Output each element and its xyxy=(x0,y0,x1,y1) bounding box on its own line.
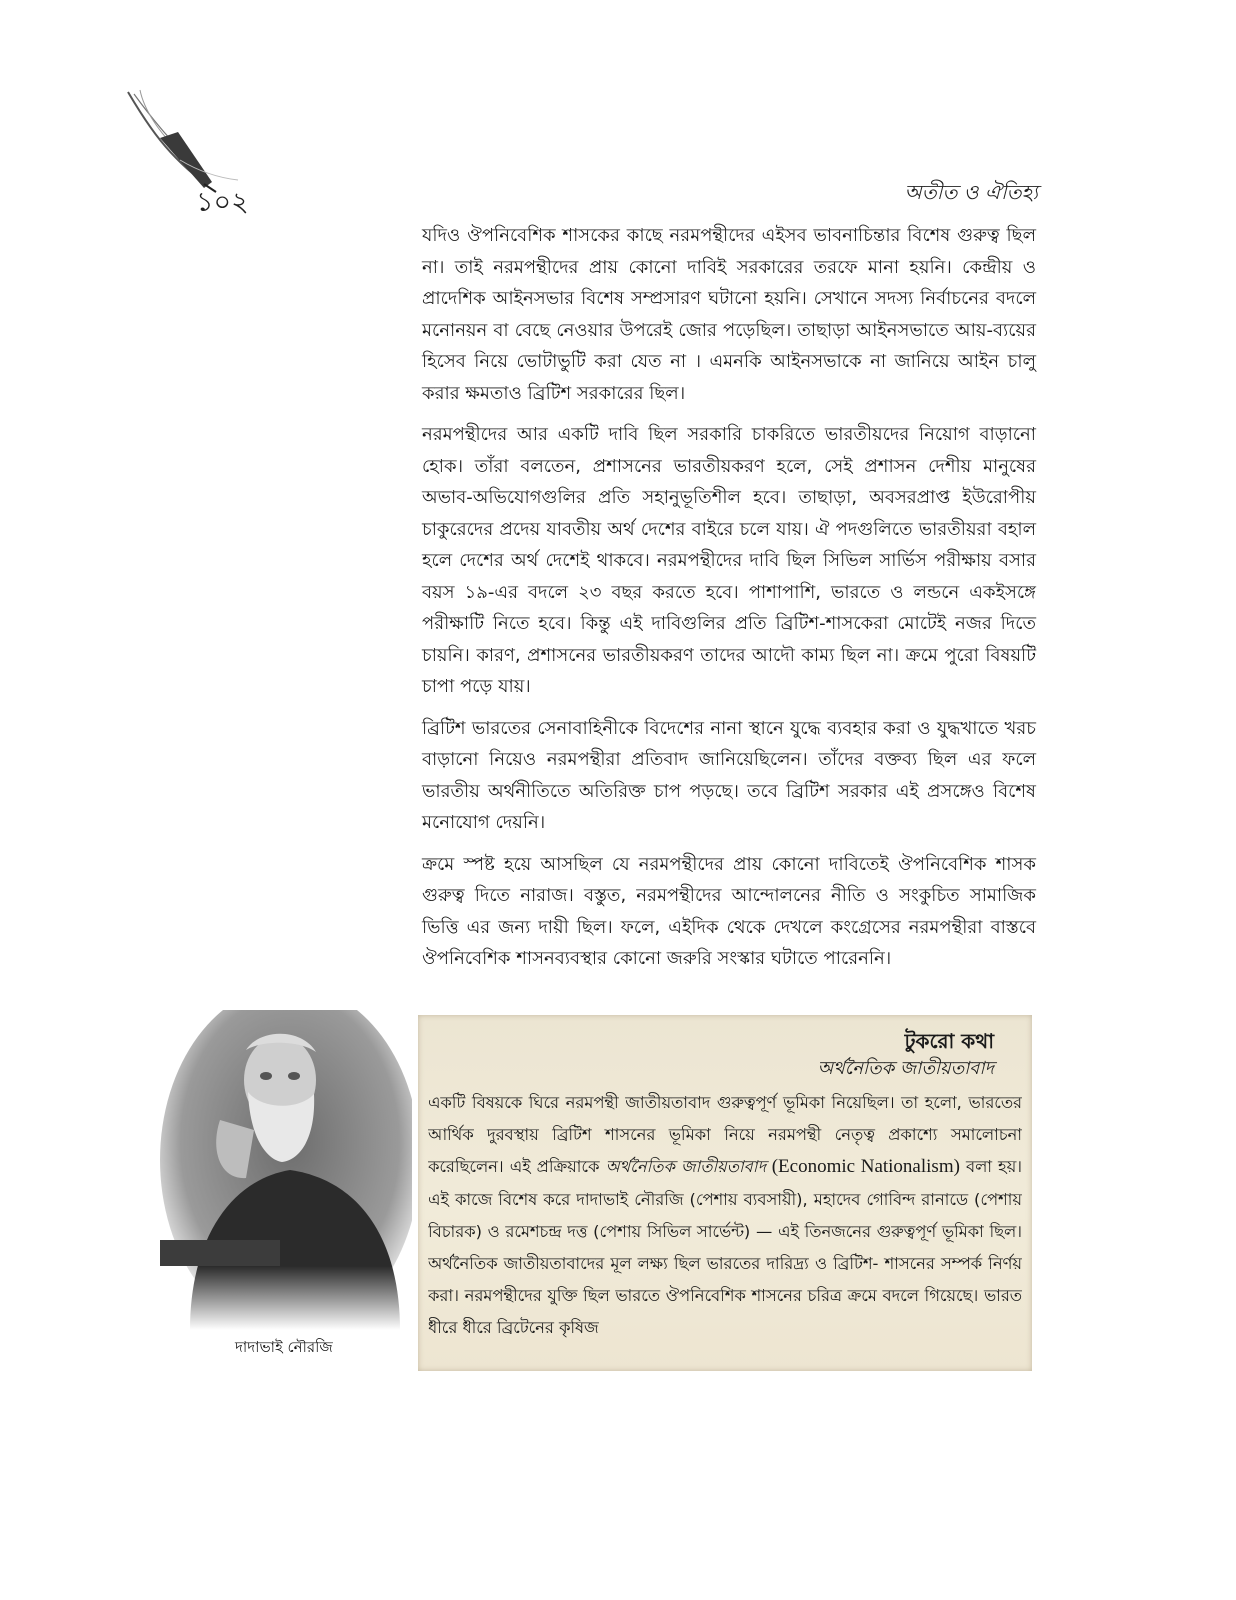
quill-pen-icon xyxy=(120,86,240,196)
paragraph: যদিও ঔপনিবেশিক শাসকের কাছে নরমপন্থীদের এইসব ভাবনাচিন্তার বিশেষ গুরুত্ব ছিল না। তাই নরমপন্থীদের প্রায় কোনো দাবিই সরকারের তরফে মানা হয়নি। কেন্দ্রীয় ও প্রাদেশিক আইনসভার বিশেষ সম্প্রসারণ ঘটানো হয়নি। সেখানে সদস্য নির্বাচনের বদলে মনোনয়ন বা বেছে নেওয়ার উপরেই জোর পড়েছিল। তাছাড়া আইনসভাতে আয়-ব্যয়ের হিসেব নিয়ে ভোটাভুটি করা যেত না । এমনকি আইনসভাকে না জানিয়ে আইন চালু করার ক্ষমতাও ব্রিটিশ সরকারের ছিল। xyxy=(422,225,1036,404)
box-latin-term: (Economic Nationalism) xyxy=(766,1156,960,1178)
page-number: ১০২ xyxy=(196,187,249,218)
box-subtitle: অর্থনৈতিক জাতীয়তাবাদ xyxy=(817,1058,994,1079)
box-text-part: বলা হয়। এই কাজে বিশেষ করে দাদাভাই নৌরজি (পেশায় ব্যবসায়ী), মহাদেব গোবিন্দ রানাডে (পেশায় বিচারক) ও রমেশচন্দ্র দত্ত (পেশায় সিভিল সার্ভেন্ট) — এই তিনজনের গুরুত্বপূর্ণ ভূমিকা ছিল। অর্থনৈতিক জাতীয়তাবাদের মূল লক্ষ্য ছিল ভারতের দারিদ্র্য ও ব্রিটিশ- শাসনের সম্পর্ক নির্ণয় করা। নরমপন্থীদের যুক্তি ছিল ভারতে ঔপনিবেশিক শাসনের চরিত্র ক্রমে বদলে গিয়েছে। ভারত ধীরে ধীরে ব্রিটেনের কৃষিজ xyxy=(428,1157,1022,1338)
paragraph: ক্রমে স্পষ্ট হয়ে আসছিল যে নরমপন্থীদের প্রায় কোনো দাবিতেই ঔপনিবেশিক শাসক গুরুত্ব দিতে নারাজ। বস্তুত, নরমপন্থীদের আন্দোলনের নীতি ও সংকুচিত সামাজিক ভিত্তি এর জন্য দায়ী ছিল। ফলে, এইদিক থেকে দেখলে কংগ্রেসের নরমপন্থীরা বাস্তবে ঔপনিবেশিক শাসনব্যবস্থার কোনো জরুরি সংস্কার ঘটাতে পারেননি। xyxy=(422,853,1036,969)
paragraph: ব্রিটিশ ভারতের সেনাবাহিনীকে বিদেশের নানা স্থানে যুদ্ধে ব্যবহার করা ও যুদ্ধখাতে খরচ বাড়ানো নিয়েও নরমপন্থীরা প্রতিবাদ জানিয়েছিলেন। তাঁদের বক্তব্য ছিল এর ফলে ভারতীয় অর্থনীতিতে অতিরিক্ত চাপ পড়ছে। তবে ব্রিটিশ সরকার এই প্রসঙ্গেও বিশেষ মনোযোগ দেয়নি। xyxy=(422,717,1036,833)
box-paragraph xyxy=(428,1087,1022,1349)
sidebar-box xyxy=(418,1015,1032,1371)
running-title: অতীত ও ঐতিহ্য xyxy=(904,180,1038,204)
figure-caption: দাদাভাই নৌরজি xyxy=(235,1338,333,1356)
main-text xyxy=(422,220,1036,985)
portrait-photo xyxy=(150,1010,412,1330)
paragraph: নরমপন্থীদের আর একটি দাবি ছিল সরকারি চাকরিতে ভারতীয়দের নিয়োগ বাড়ানো হোক। তাঁরা বলতেন, প্রশাসনের ভারতীয়করণ হলে, সেই প্রশাসন দেশীয় মানুষের অভাব-অভিযোগগুলির প্রতি সহানুভূতিশীল হবে। তাছাড়া, অবসরপ্রাপ্ত ইউরোপীয় চাকুরেদের প্রদেয় যাবতীয় অর্থ দেশের বাইরে চলে যায়। ঐ পদগুলিতে ভারতীয়রা বহাল হলে দেশের অর্থ দেশেই থাকবে। নরমপন্থীদের দাবি ছিল সিভিল সার্ভিস পরীক্ষায় বসার বয়স ১৯-এর বদলে ২৩ বছর করতে হবে। পাশাপাশি, ভারতে ও লন্ডনে একইসঙ্গে পরীক্ষাটি নিতে হবে। কিন্তু এই দাবিগুলির প্রতি ব্রিটিশ-শাসকেরা মোটেই নজর দিতে চায়নি। কারণ, প্রশাসনের ভারতীয়করণ তাদের আদৌ কাম্য ছিল না। ক্রমে পুরো বিষয়টি চাপা পড়ে যায়। xyxy=(422,424,1036,697)
box-text-part: একটি বিষয়কে ঘিরে নরমপন্থী জাতীয়তাবাদ গুরুত্বপূর্ণ ভূমিকা নিয়েছিল। তা হলো, ভারতের আর্থিক দুরবস্থায় ব্রিটিশ শাসনের ভূমিকা নিয়ে নরমপন্থী নেতৃত্ব প্রকাশ্যে সমালোচনা করেছিলেন। এই প্রক্রিয়াকে xyxy=(428,1093,1022,1177)
box-title: টুকরো কথা xyxy=(904,1029,994,1053)
box-term: অর্থনৈতিক জাতীয়তাবাদ xyxy=(605,1157,767,1177)
